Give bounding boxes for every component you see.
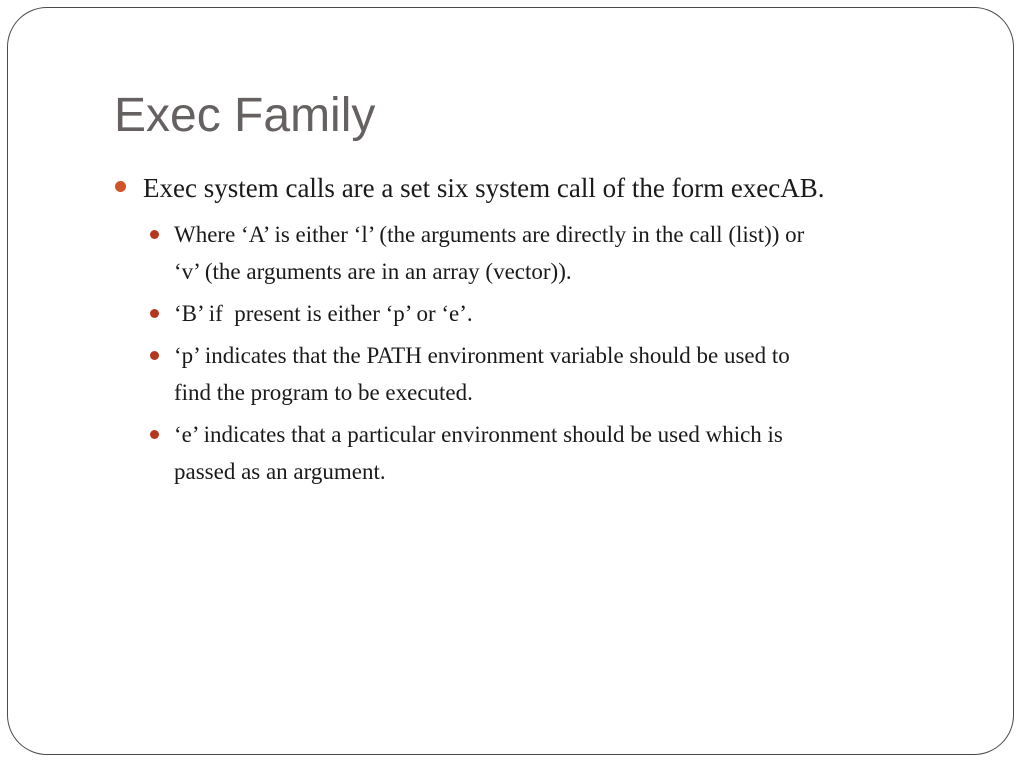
- bullet-dot-icon: [150, 430, 159, 439]
- sub-bullet-line: ‘e’ indicates that a particular environment should be used which is: [174, 422, 783, 447]
- bullet-dot-icon: [150, 351, 159, 360]
- sub-bullet-item: [174, 337, 964, 411]
- sub-bullet-item: [174, 295, 964, 332]
- sub-bullet-line: find the program to be executed.: [174, 380, 473, 405]
- sub-bullet-line: ‘v’ (the arguments are in an array (vector)).: [174, 259, 572, 284]
- bullet-dot-icon: [150, 230, 159, 239]
- bullet-dot-icon: [115, 181, 126, 192]
- sub-bullet-item: [174, 216, 964, 290]
- sub-bullet-line: passed as an argument.: [174, 459, 386, 484]
- sub-bullet-line: Where ‘A’ is either ‘l’ (the arguments are directly in the call (list)) or: [174, 222, 805, 247]
- bullet-text: Exec system calls are a set six system call of the form execAB.: [143, 173, 825, 203]
- sub-bullet-list: [174, 216, 964, 495]
- sub-bullet-item: [174, 416, 964, 490]
- sub-bullet-line: ‘p’ indicates that the PATH environment variable should be used to: [174, 343, 790, 368]
- slide-title: Exec Family: [114, 89, 376, 142]
- bullet-dot-icon: [150, 309, 159, 318]
- bullet-item-main: [143, 168, 973, 208]
- sub-bullet-line: ‘B’ if present is either ‘p’ or ‘e’.: [174, 301, 473, 326]
